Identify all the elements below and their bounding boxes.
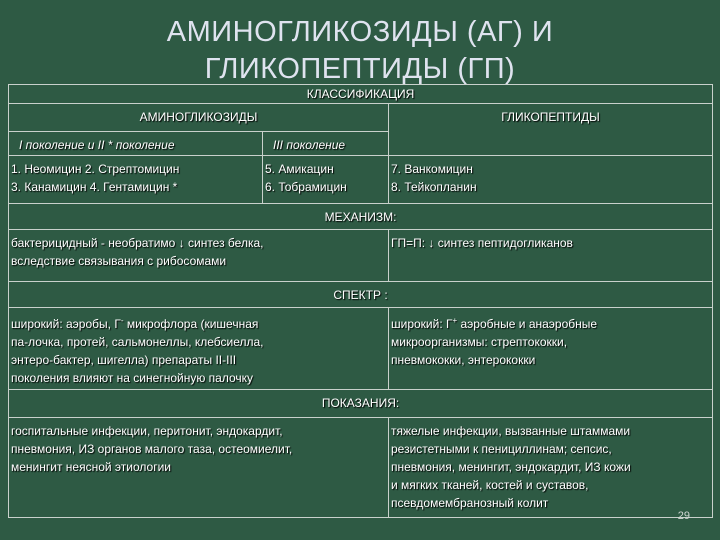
indications-header: ПОКАЗАНИЯ: xyxy=(9,390,713,418)
slide-title-line-2: ГЛИКОПЕПТИДЫ (ГП) xyxy=(204,53,516,85)
drug-line: 5. Амикацин xyxy=(265,162,334,176)
indications-gp-line: и мягких тканей, костей и суставов, xyxy=(391,478,589,492)
drug-line: 6. Тобрамицин xyxy=(265,180,347,194)
indications-gp-line: резистетными к пенициллинам; сепсис, xyxy=(391,442,612,456)
spectrum-ag-text: широкий: аэробы, Г xyxy=(11,317,121,331)
generation-1-2-label: I поколение и II * поколение xyxy=(9,132,263,156)
drug-line: 3. Канамицин 4. Гентамицин * xyxy=(11,180,178,194)
indications-gp-line: тяжелые инфекции, вызванные штаммами xyxy=(391,424,631,438)
mechanism-gp-line: ГП=П: ↓ синтез пептидогликанов xyxy=(391,236,573,250)
spectrum-ag-line: па-лочка, протей, сальмонеллы, клебсиелла, xyxy=(11,335,264,349)
table-row xyxy=(9,282,713,308)
drug-line: 7. Ванкомицин xyxy=(391,162,473,176)
classification-table xyxy=(8,84,713,518)
indications-ag-line: пневмония, ИЗ органов малого таза, остеомиелит, xyxy=(11,442,293,456)
indications-gp-line: псевдомембранозный колит xyxy=(391,496,549,510)
table-row xyxy=(9,156,713,204)
indications-gp-line: пневмония, менингит, эндокардит, ИЗ кожи xyxy=(391,460,631,474)
classification-header: КЛАССИФИКАЦИЯ xyxy=(9,85,713,104)
drugs-gen3-cell xyxy=(263,156,389,204)
drugs-gp-cell xyxy=(389,156,713,204)
spectrum-ag-text: микрофлора (кишечная xyxy=(123,317,259,331)
table-row xyxy=(9,390,713,418)
slide-number: 29 xyxy=(677,510,690,522)
spectrum-gp-line: микроорганизмы: стрептококки, xyxy=(391,335,568,349)
glycopeptides-header: ГЛИКОПЕПТИДЫ xyxy=(389,104,713,156)
spectrum-gp-text: широкий: Г xyxy=(391,317,453,331)
mechanism-ag-line: вследствие связывания с рибосомами xyxy=(11,254,227,268)
table-row xyxy=(9,85,713,104)
generation-3-label: III поколение xyxy=(263,132,389,156)
mechanism-ag-line: бактерицидный - необратимо ↓ синтез белка, xyxy=(11,236,264,250)
drug-line: 1. Неомицин 2. Стрептомицин xyxy=(11,162,180,176)
indications-ag-line: менингит неясной этиологии xyxy=(11,460,171,474)
mechanism-header: МЕХАНИЗМ: xyxy=(9,204,713,230)
spectrum-gp-text: аэробные и анаэробные xyxy=(457,317,598,331)
table-row xyxy=(9,204,713,230)
spectrum-ag-line xyxy=(11,312,386,333)
spectrum-gp-line xyxy=(391,312,710,333)
spectrum-ag-cell xyxy=(9,308,389,390)
mechanism-ag-cell xyxy=(9,230,389,282)
indications-ag-cell xyxy=(9,418,389,518)
spectrum-gp-cell xyxy=(389,308,713,390)
drugs-gen12-cell xyxy=(9,156,263,204)
table-row xyxy=(9,230,713,282)
indications-ag-line: госпитальные инфекции, перитонит, эндокардит, xyxy=(11,424,283,438)
mechanism-gp-cell xyxy=(389,230,713,282)
table-row xyxy=(9,104,713,132)
drug-line: 8. Тейкопланин xyxy=(391,180,477,194)
gram-negative-sign: - xyxy=(120,316,124,325)
spectrum-ag-line: энтеро-бактер, шигелла) препараты II-III xyxy=(11,353,237,367)
gram-positive-sign: + xyxy=(452,316,458,325)
slide-title xyxy=(0,14,720,88)
spectrum-ag-line: поколения влияют на синегнойную палочку xyxy=(11,371,254,385)
slide-title-line-1: АМИНОГЛИКОЗИДЫ (АГ) И xyxy=(166,16,554,48)
spectrum-header: СПЕКТР : xyxy=(9,282,713,308)
aminoglycosides-header: АМИНОГЛИКОЗИДЫ xyxy=(9,104,389,132)
indications-gp-cell xyxy=(389,418,713,518)
table-row xyxy=(9,418,713,518)
table-row xyxy=(9,308,713,390)
spectrum-gp-line: пневмококки, энтерококки xyxy=(391,353,536,367)
